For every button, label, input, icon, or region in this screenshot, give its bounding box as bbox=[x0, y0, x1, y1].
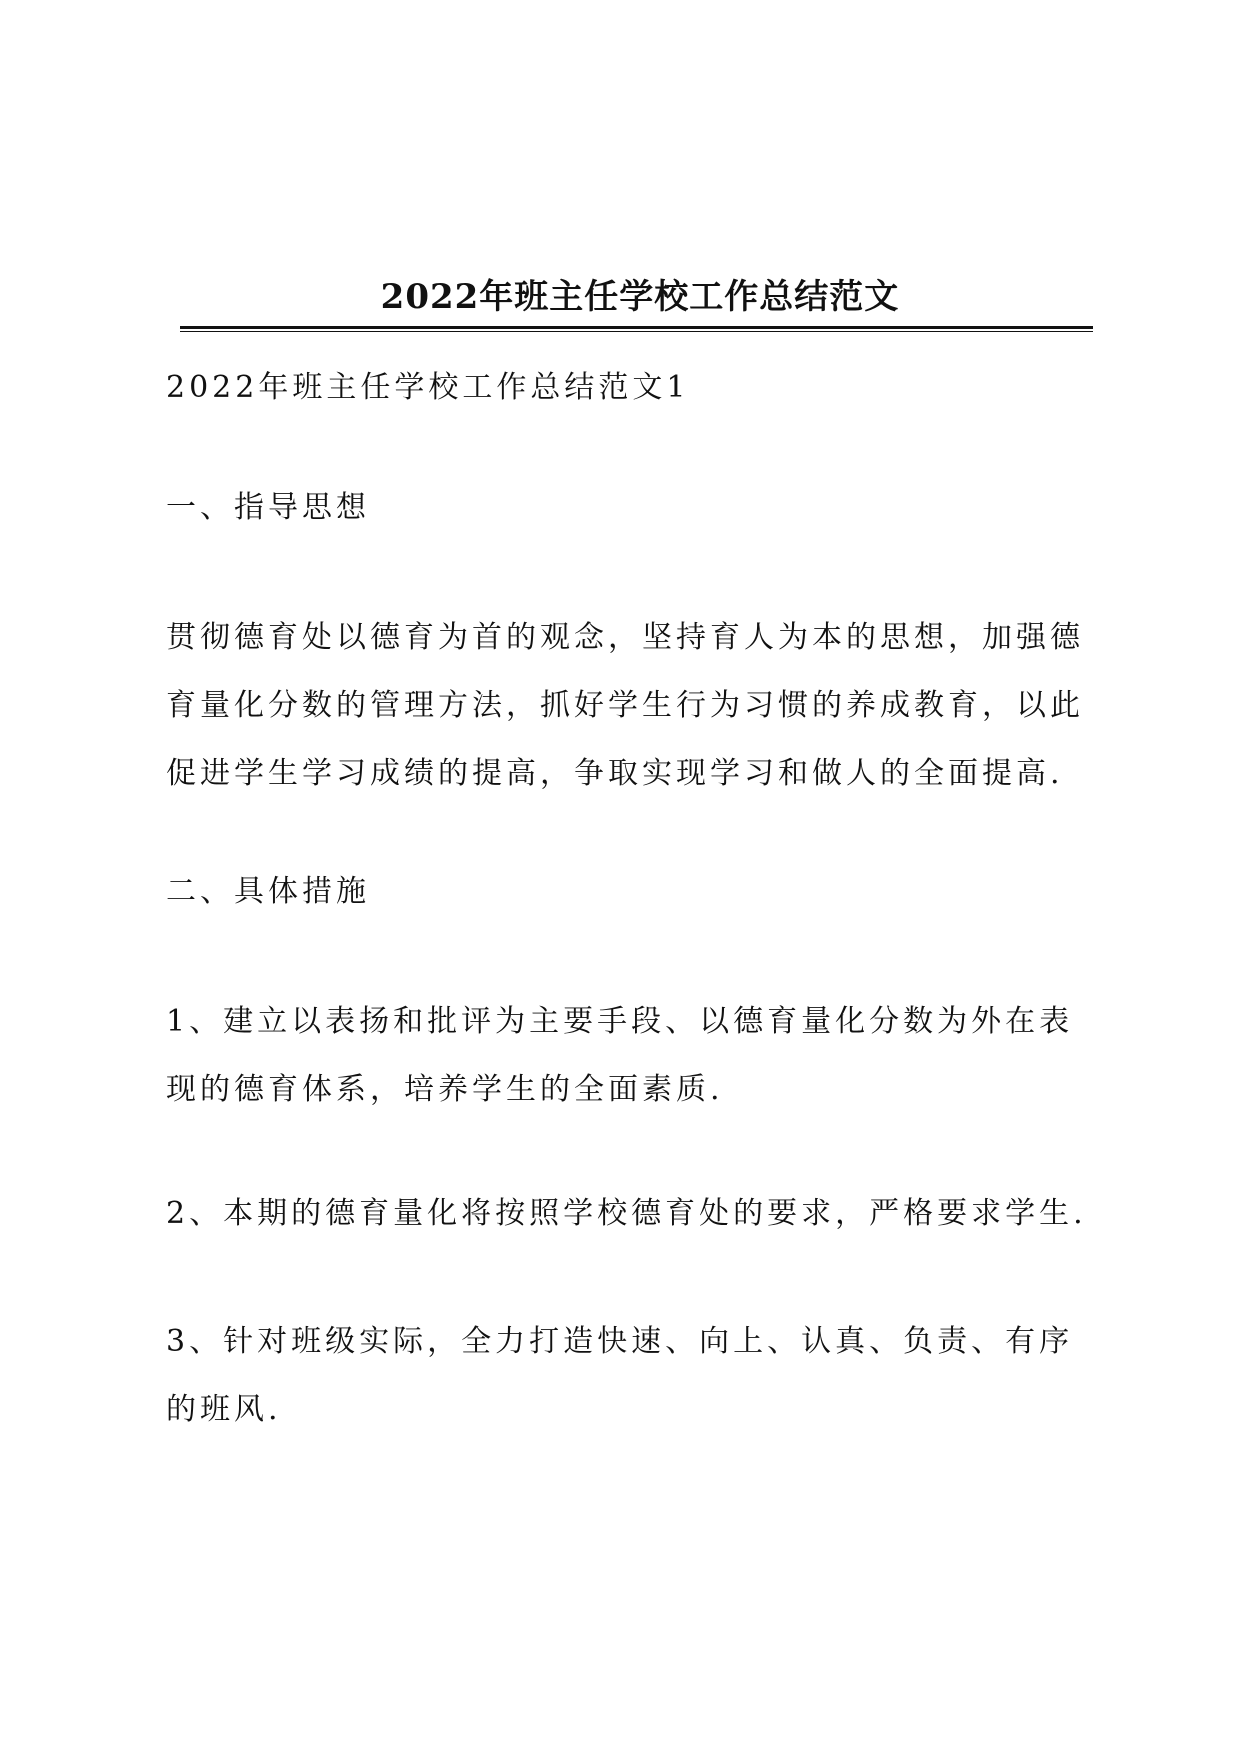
measure-item-3: 3、针对班级实际，全力打造快速、向上、认真、负责、有序的班风. bbox=[166, 1324, 1074, 1427]
title-rule-thin bbox=[180, 331, 1093, 332]
section-body-guiding-thought: 贯彻德育处以德育为首的观念，坚持育人为本的思想，加强德育量化分数的管理方法，抓好学生行为习惯的养成教育，以此促进学生学习成绩的提高，争取实现学习和做人的全面提高. bbox=[166, 620, 1084, 791]
section-heading-specific-measures: 二、具体措施 bbox=[166, 874, 370, 909]
title-double-rule bbox=[180, 326, 1093, 334]
title-rule-thick bbox=[180, 326, 1093, 329]
measure-item-2: 2、本期的德育量化将按照学校德育处的要求，严格要求学生. bbox=[166, 1196, 1087, 1231]
document-subtitle: 2022年班主任学校工作总结范文1 bbox=[166, 370, 690, 405]
section-heading-guiding-thought: 一、指导思想 bbox=[166, 490, 370, 525]
document-title: 2022年班主任学校工作总结范文 bbox=[380, 276, 900, 317]
measure-item-1: 1、建立以表扬和批评为主要手段、以德育量化分数为外在表现的德育体系，培养学生的全面素质. bbox=[166, 1004, 1074, 1107]
